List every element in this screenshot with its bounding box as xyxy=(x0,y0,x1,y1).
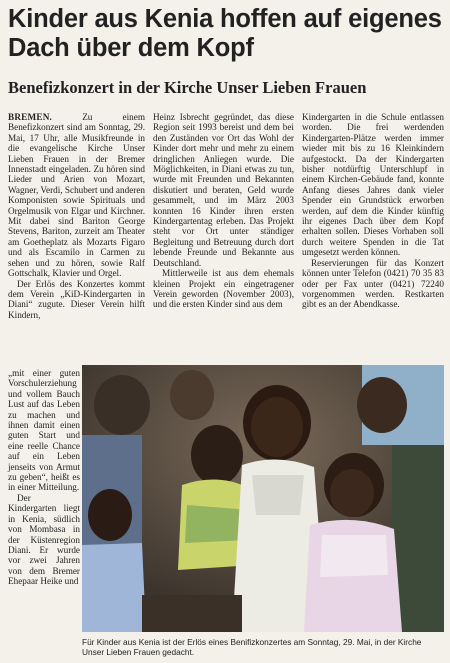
children-photo xyxy=(82,365,444,632)
article-column-2 xyxy=(153,112,294,310)
article-column-3 xyxy=(302,112,444,310)
article-column-1 xyxy=(8,112,145,320)
paragraph: Mittlerweile ist aus dem ehemals kleinen Projekt ein eingetragener Verein geworden (November 2003), und die ersten Kinder sind aus dem xyxy=(153,268,294,310)
paragraph: Der Kindergarten liegt in Kenia, südlich von Mombasa in der Küstenregion Diani. Er wurde vor zwei Jahren von dem Bremer Ehepaar Heike und xyxy=(8,492,80,587)
headline: Kinder aus Kenia hoffen auf eigenes Dach über dem Kopf xyxy=(8,5,442,62)
photo-caption: Für Kinder aus Kenia ist der Erlös eines Benifizkonzertes am Sonntag, 29. Mai, in der Kirche Unser Lieben Frauen gedacht. xyxy=(82,637,422,657)
paragraph: Kindergarten in die Schule entlassen worden. Die frei werdenden Kindergarten-Plätze werden immer wieder mit bis zu 16 Kleinkindern aufgestockt. Da der Kindergarten bisher notdürftig Unterschlupf in einem Kirchen-Gebäude fand, konnte Anfang dieses Jahres dank vieler Spender ein Grundstück erworben werden, auf dem die Kinder künftig ihr eigenes Dach über dem Kopf erhalten sollen. Dieses Vorhaben soll durch weitere Spenden in die Tat umgesetzt werden können. xyxy=(302,112,444,258)
dateline: BREMEN. xyxy=(8,112,53,122)
paragraph-text: Zu einem Benefizkonzert sind am Sonntag, 29. Mai, 17 Uhr, alle Musikfreunde in die evangelische Kirche Unser Lieben Frauen in der Bremer Innenstadt eingeladen. Zu hören sind Lieder und Arien von Mozart, Wagner, Verdi, Schubert und anderen Komponisten sowie Spirituals und Orgelmusik von Elgar und Kirchner. Mit dabei sind Bariton George Stevens, Bariton, zurzeit am Theater am Goetheplatz als Mozarts Figaro und als Escamilo in Carmen zu sehen und zu hören, sowie Ralf Gottschalk, Klavier und Orgel. xyxy=(8,112,145,279)
subheadline: Benefizkonzert in der Kirche Unser Lieben Frauen xyxy=(8,78,367,97)
paragraph: Reservierungen für das Konzert können unter Telefon (0421) 70 35 83 oder per Fax unter (0421) 72240 vorgenommen werden. Restkarten gibt es an der Abendkasse. xyxy=(302,257,444,310)
children-photo-illustration xyxy=(82,365,444,632)
paragraph: Der Erlös des Konzertes kommt dem Verein „KiD-Kindergarten in Diani“ zugute. Dieser Verein hilft Kindern, xyxy=(8,278,145,320)
paragraph: „mit einer guten Vorschulerziehung und vollem Bauch Lust auf das Leben zu machen und ihnen damit einen guten Start und eine reelle Chance auf ein Leben jenseits von Armut zu geben“, heißt es in einer Mitteilung. xyxy=(8,368,80,493)
paragraph: Heinz Isbrecht gegründet, das diese Region seit 1993 bereist und dem bei den Zuständen vor Ort das Wohl der Kinder dort mehr und mehr zu einem dringlichen Anliegen wurde. Die Möglichkeiten, in Diani etwas zu tun, wurde mit Freunden und Bekannten diskutiert und beraten, Geld wurde gesammelt, und im März 2003 konnten 16 Kinder ihren ersten Kindergartentag erleben. Das Projekt steht vor Ort unter ständiger Begleitung und Betreuung durch dort lebende Freunde und Bekannte aus Deutschland. xyxy=(153,112,294,268)
paragraph xyxy=(8,112,145,279)
article-column-1-narrow xyxy=(8,368,80,587)
